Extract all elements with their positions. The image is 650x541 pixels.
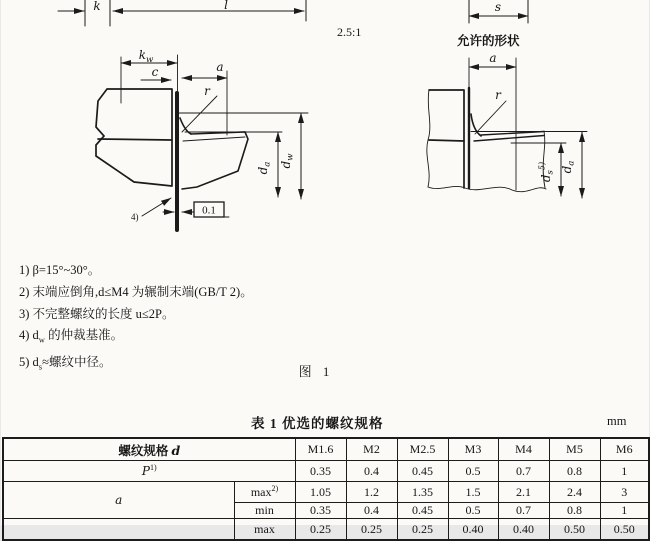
value-cell: 0.8 bbox=[549, 503, 600, 519]
value-cell: 0.45 bbox=[397, 461, 448, 482]
dim-label-k: k bbox=[93, 0, 101, 13]
header-size: M6 bbox=[600, 438, 649, 461]
head-facet-line-right bbox=[429, 140, 464, 141]
value-cell: 1 bbox=[600, 503, 649, 519]
dim-label-da-left: $d_a$ bbox=[256, 161, 273, 175]
figure-1-drawings bbox=[1, 0, 649, 256]
value-cell: 0.40 bbox=[448, 519, 498, 541]
row-label-P: $P^{1)}$ bbox=[3, 461, 295, 482]
value-cell: 0.8 bbox=[549, 461, 600, 482]
note-4: 4) $d_w$ 的仲裁基准。 bbox=[19, 328, 124, 345]
dim-label-s: s bbox=[494, 0, 502, 14]
dim-label-r-right: r bbox=[495, 88, 501, 102]
note-1: 1) β=15°~30°。 bbox=[19, 263, 101, 277]
note4-leader bbox=[142, 198, 171, 216]
value-cell: 1.2 bbox=[346, 482, 397, 503]
value-cell: 1.05 bbox=[295, 482, 346, 503]
right-drawing bbox=[427, 58, 587, 198]
value-cell: 0.40 bbox=[498, 519, 549, 541]
sub-label-max: $\max^{2)}$ bbox=[234, 482, 295, 503]
header-size: M3 bbox=[448, 438, 498, 461]
dim-label-dw: $d_w$ bbox=[279, 153, 296, 169]
value-cell: 0.4 bbox=[346, 503, 397, 519]
table-clip bbox=[2, 437, 648, 536]
standard-document-page bbox=[1, 0, 649, 536]
table-header-row bbox=[3, 438, 649, 461]
sub-label-min: min bbox=[234, 503, 295, 519]
note-5: 5) $d_s\approx$螺纹中径。 bbox=[19, 354, 112, 372]
value-cell: 0.35 bbox=[295, 503, 346, 519]
value-cell: 1.35 bbox=[397, 482, 448, 503]
header-size: M2.5 bbox=[397, 438, 448, 461]
header-size: M4 bbox=[498, 438, 549, 461]
table-caption: 表 1 优选的螺纹规格 bbox=[251, 416, 384, 431]
note-2: 2) 末端应倒角,d≤M4 为辗制末端(GB/T 2)。 bbox=[19, 284, 253, 299]
value-cell: 3 bbox=[600, 482, 649, 503]
value-cell: 0.25 bbox=[295, 519, 346, 541]
head-facet-line bbox=[98, 139, 172, 140]
note4-ref: 4) bbox=[131, 212, 139, 222]
value-cell: 2.4 bbox=[549, 482, 600, 503]
thread-spec-table bbox=[2, 437, 650, 541]
note-3: 3) 不完整螺纹的长度 u≤2P。 bbox=[19, 306, 175, 321]
row-label-a: a bbox=[3, 482, 234, 519]
dim-label-r-left: r bbox=[204, 84, 210, 98]
value-cell: 0.25 bbox=[346, 519, 397, 541]
table-row-a-max bbox=[3, 482, 649, 503]
header-size: M2 bbox=[346, 438, 397, 461]
head-outline bbox=[96, 89, 172, 186]
value-cell: 1.5 bbox=[448, 482, 498, 503]
value-cell: 0.4 bbox=[346, 461, 397, 482]
r-leader bbox=[182, 96, 217, 132]
dim-label-da-right: $d_a$ bbox=[560, 160, 577, 174]
table-row-c-max-partial bbox=[3, 519, 649, 541]
header-size: M1.6 bbox=[295, 438, 346, 461]
value-cell: 0.50 bbox=[549, 519, 600, 541]
value-cell: 0.35 bbox=[295, 461, 346, 482]
tolerance-value: 0.1 bbox=[202, 204, 216, 217]
break-line-bottom bbox=[428, 186, 546, 191]
dim-label-a-right: a bbox=[489, 51, 497, 65]
shank-inner-line bbox=[183, 137, 245, 141]
table-unit: mm bbox=[607, 414, 627, 428]
value-cell: 2.1 bbox=[498, 482, 549, 503]
value-cell: 0.50 bbox=[600, 519, 649, 541]
value-cell: 0.5 bbox=[448, 461, 498, 482]
value-cell: 0.5 bbox=[448, 503, 498, 519]
figure-caption: 图 1 bbox=[298, 364, 334, 379]
break-line-left bbox=[427, 90, 430, 187]
dim-label-ds: $d_s^{5)}$ bbox=[537, 161, 556, 183]
value-cell: 1 bbox=[600, 461, 649, 482]
header-thread-spec: 螺纹规格 d bbox=[3, 438, 295, 461]
table-row-pitch bbox=[3, 461, 649, 482]
row-label-empty bbox=[3, 519, 234, 541]
value-cell: 0.45 bbox=[397, 503, 448, 519]
dim-label-c: c bbox=[151, 65, 159, 79]
scale-label: 2.5:1 bbox=[337, 25, 362, 39]
r-leader-right bbox=[475, 101, 506, 134]
dim-label-l: l bbox=[224, 0, 228, 12]
header-size: M5 bbox=[549, 438, 600, 461]
dim-label-kw: $k_w$ bbox=[138, 48, 154, 65]
value-cell: 0.25 bbox=[397, 519, 448, 541]
allowed-shape-title: 允许的形状 bbox=[457, 34, 520, 48]
value-cell: 0.7 bbox=[498, 503, 549, 519]
figure-notes bbox=[19, 260, 439, 378]
sub-label-max: max bbox=[234, 519, 295, 541]
head-outline-right bbox=[429, 90, 464, 188]
value-cell: 0.7 bbox=[498, 461, 549, 482]
dim-label-a-left: a bbox=[216, 60, 224, 74]
